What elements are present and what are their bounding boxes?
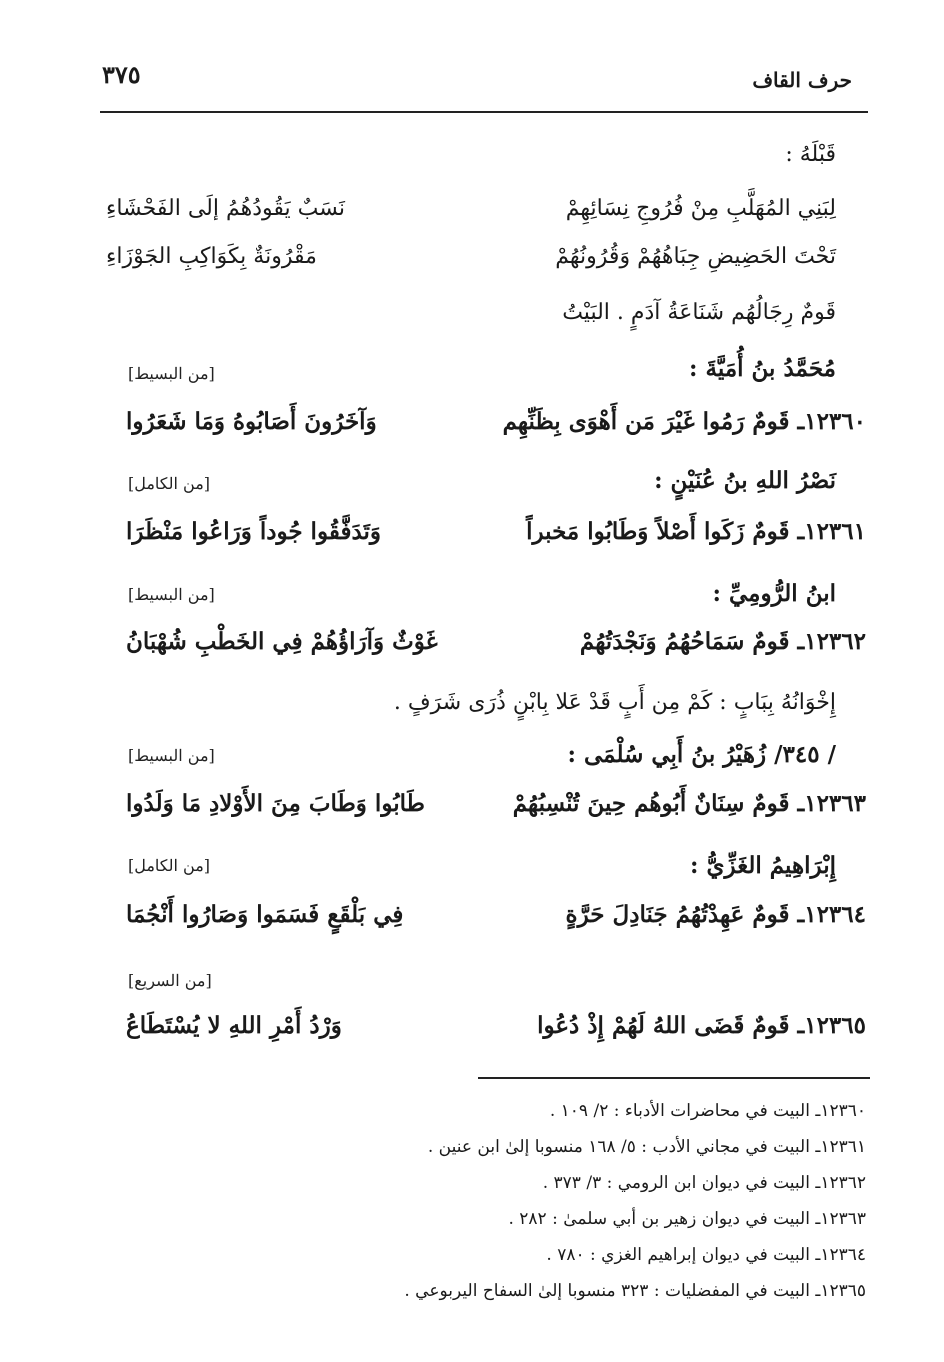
running-title: حرف القاف <box>752 68 852 92</box>
hemistich-second: وَتَدَفَّقُوا جُوداً وَرَاعُوا مَنْظَرَا <box>126 518 382 545</box>
footnote: ١٢٣٦١ـ البيت في مجاني الأدب : ٥/ ١٦٨ منسوبا إلىٰ ابن عنين . <box>427 1137 866 1157</box>
poet-name: إِبْرَاهِيمُ الغَزِّيُّ : <box>690 852 836 879</box>
verse-line <box>76 901 866 945</box>
hemistich-first: ١٢٣٦٢ـ قَومٌ سَمَاحُهُمُ وَنَجْدَتُهُمْ <box>579 628 866 655</box>
verse-line <box>76 518 866 562</box>
poet-name: مُحَمَّدُ بنُ أُمَيَّةَ : <box>689 355 836 382</box>
quoted-verse <box>76 196 836 236</box>
meter-label: [من البسيط] <box>128 585 215 604</box>
verse-line <box>76 1012 866 1056</box>
verse-number: ١٢٣٦٥ <box>804 1012 866 1039</box>
verse-line <box>76 408 866 452</box>
hemistich-first: ١٢٣٦٤ـ قَومٌ عَهِدْتُهُمُ جَنَادِلَ حَرَّةٍ <box>565 901 866 928</box>
hemistich-second: وَرْدُ أَمْرِ اللهِ لا يُسْتَطَاعُ <box>126 1012 342 1039</box>
meter-label: [من الكامل] <box>128 474 211 493</box>
intro-label: قَبْلَهُ : <box>785 142 836 167</box>
poet-name: / ٣٤٥/ زُهَيْرُ بنُ أَبِي سُلْمَى : <box>567 741 836 768</box>
header-rule <box>100 111 868 113</box>
footnote: ١٢٣٦٤ـ البيت في ديوان إبراهيم الغزي : ٧٨٠ . <box>546 1245 866 1265</box>
verse-line <box>76 790 866 834</box>
poet-name: نَصْرُ اللهِ بنُ عُنَيْنٍ : <box>654 467 836 494</box>
hemistich-text: قَومٌ سَمَاحُهُمُ وَنَجْدَتُهُمْ <box>579 628 790 655</box>
hemistich-text: قَومٌ عَهِدْتُهُمُ جَنَادِلَ حَرَّةٍ <box>565 901 790 928</box>
hemistich-second: نَسَبٌ يَقُودُهُمُ إلَى الفَحْشَاءِ <box>106 196 345 221</box>
hemistich-first: تَحْتَ الحَضِيضِ جِبَاهُهُمْ وَقُرُونُهُمْ <box>555 244 836 269</box>
verse-number: ١٢٣٦٣ <box>804 790 866 817</box>
hemistich-text: قَومٌ زَكَوا أَصْلاً وَطَابُوا مَخبراً <box>526 518 790 545</box>
footnote-rule <box>478 1077 870 1079</box>
commentary-line: إِخْوَانُهُ بِبَابٍ : كَمْ مِن أَبٍ قَدْ عَلا بِابْنٍ ذُرَى شَرَفٍ . <box>393 690 836 715</box>
footnote: ١٢٣٦٠ـ البيت في محاضرات الأدباء : ٢/ ١٠٩ . <box>549 1101 866 1121</box>
meter-label: [من السريع] <box>128 971 212 990</box>
intro-continuation: قَومٌ رِجَالُهُم شَنَاعَةُ آدَمٍ . البَيْتُ <box>562 300 836 325</box>
hemistich-second: طَابُوا وَطَابَ مِنَ الأَوْلادِ مَا وَلَدُوا <box>126 790 425 817</box>
hemistich-text: قَومٌ قَضَى اللهُ لَهُمْ إِذْ دُعُوا <box>537 1012 790 1039</box>
verse-number: ١٢٣٦١ <box>804 518 866 545</box>
hemistich-second: فِي بَلْقَعٍ فَسَمَوا وَصَارُوا أَنْجُمَا <box>126 901 404 928</box>
quoted-verse <box>76 244 836 284</box>
meter-label: [من البسيط] <box>128 746 215 765</box>
hemistich-first: ١٢٣٦١ـ قَومٌ زَكَوا أَصْلاً وَطَابُوا مَخبراً <box>526 518 866 545</box>
poet-name: ابنُ الرُّومِيِّ : <box>712 580 836 607</box>
page-number: ٣٧٥ <box>102 60 141 89</box>
hemistich-first: ١٢٣٦٣ـ قَومٌ سِنَانٌ أَبُوهُم حِينَ تُنْسِبُهُمْ <box>512 790 866 817</box>
hemistich-second: غَوْثٌ وَآرَاؤُهُمْ فِي الخَطْبِ شُهْبَانُ <box>126 628 438 655</box>
verse-number: ١٢٣٦٠ <box>804 408 866 435</box>
meter-label: [من الكامل] <box>128 856 211 875</box>
meter-label: [من البسيط] <box>128 364 215 383</box>
footnote: ١٢٣٦٥ـ البيت في المفضليات : ٣٢٣ منسوبا إلىٰ السفاح اليربوعي . <box>404 1281 866 1301</box>
hemistich-second: وَآخَرُونَ أَصَابُوهُ وَمَا شَعَرُوا <box>126 408 377 435</box>
verse-number: ١٢٣٦٤ <box>804 901 866 928</box>
verse-number: ١٢٣٦٢ <box>804 628 866 655</box>
hemistich-text: قَومٌ رَمُوا غَيْرَ مَن أَهْوَى بِظَنِّهِم <box>502 408 790 435</box>
verse-line <box>76 628 866 672</box>
hemistich-second: مَقْرُونَةٌ بِكَوَاكِبِ الجَوْزَاءِ <box>106 244 317 269</box>
hemistich-first: ١٢٣٦٥ـ قَومٌ قَضَى اللهُ لَهُمْ إِذْ دُعُوا <box>537 1012 866 1039</box>
hemistich-first: ١٢٣٦٠ـ قَومٌ رَمُوا غَيْرَ مَن أَهْوَى بِظَنِّهِم <box>502 408 866 435</box>
footnote: ١٢٣٦٣ـ البيت في ديوان زهير بن أبي سلمىٰ : ٢٨٢ . <box>508 1209 866 1229</box>
hemistich-first: لِبَنِي المُهَلَّبِ مِنْ فُرُوجِ نِسَائِهِمْ <box>565 196 836 221</box>
hemistich-text: قَومٌ سِنَانٌ أَبُوهُم حِينَ تُنْسِبُهُمْ <box>512 790 790 817</box>
footnote: ١٢٣٦٢ـ البيت في ديوان ابن الرومي : ٣/ ٣٧٣ . <box>542 1173 866 1193</box>
